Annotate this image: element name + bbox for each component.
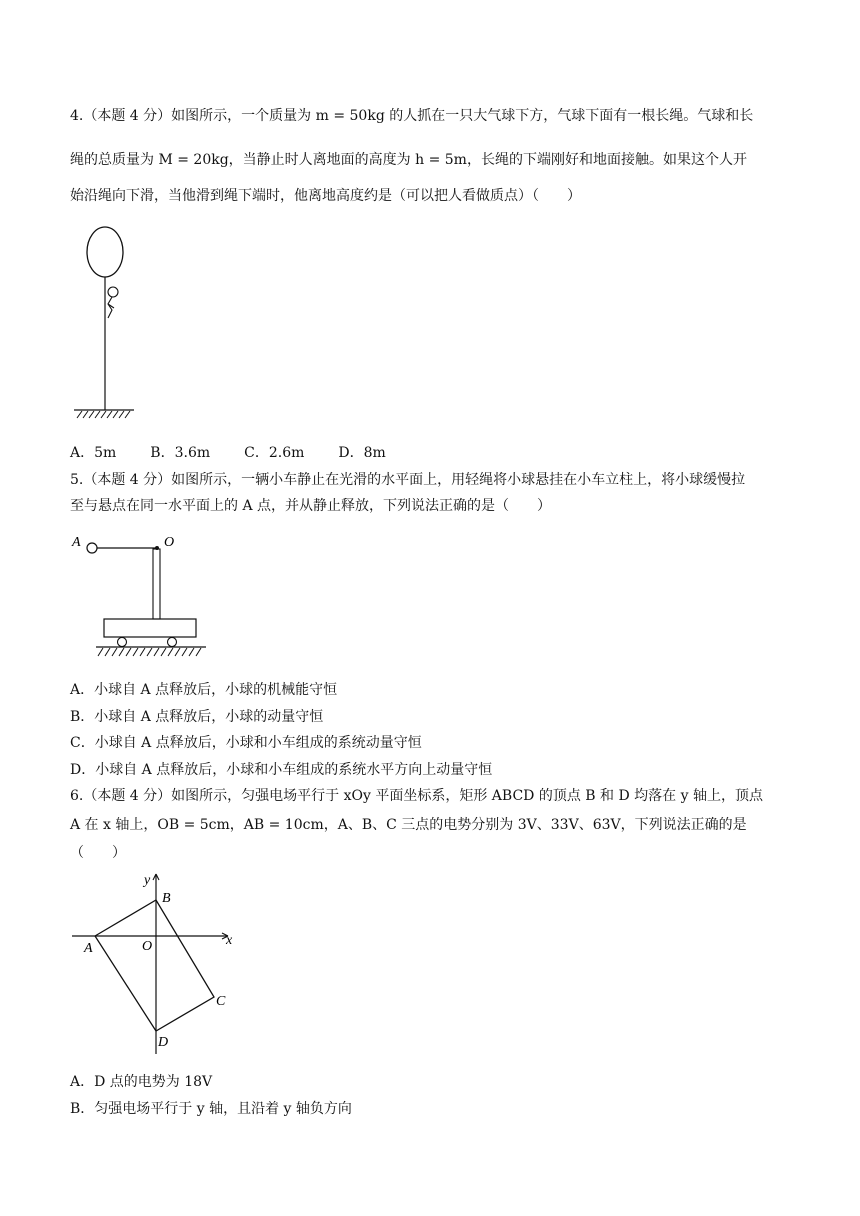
balloon-rope-figure xyxy=(68,224,138,420)
q4-option-b[interactable]: B．3.6m xyxy=(150,445,211,461)
q5-label-a: A xyxy=(72,535,81,550)
q4-option-a[interactable]: A．5m xyxy=(70,445,117,461)
q6-option-b[interactable]: B．匀强电场平行于 y 轴，且沿着 y 轴负方向 xyxy=(70,1101,352,1117)
q6-label-d: D xyxy=(158,1035,169,1050)
q4-line-1: 4.（本题 4 分）如图所示，一个质量为 m = 50kg 的人抓在一只大气球下方，气球下面有一根长绳。气球和长 xyxy=(70,108,754,124)
coordinate-rectangle-figure xyxy=(68,868,243,1056)
q5-option-c[interactable]: C．小球自 A 点释放后，小球和小车组成的系统动量守恒 xyxy=(70,735,422,751)
q5-line-1: 5.（本题 4 分）如图所示，一辆小车静止在光滑的水平面上，用轻绳将小球悬挂在小车立柱上，将小球缓慢拉 xyxy=(70,472,746,488)
q5-option-d[interactable]: D．小球自 A 点释放后，小球和小车组成的系统水平方向上动量守恒 xyxy=(70,762,493,778)
q4-line-2: 绳的总质量为 M = 20kg，当静止时人离地面的高度为 h = 5m，长绳的下端刚好和地面接触。如果这个人开 xyxy=(70,152,747,168)
q6-line-3: （ ） xyxy=(70,845,126,861)
q5-line-2: 至与悬点在同一水平面上的 A 点，并从静止释放，下列说法正确的是（ ） xyxy=(70,498,552,514)
q6-line-2: A 在 x 轴上，OB = 5cm，AB = 10cm，A、B、C 三点的电势分别为 3V、33V、63V，下列说法正确的是 xyxy=(70,817,747,833)
q4-options xyxy=(70,443,420,463)
cart-pendulum-figure xyxy=(68,532,213,660)
q6-label-b: B xyxy=(162,891,171,906)
q6-label-c: C xyxy=(216,994,226,1009)
q6-label-o: O xyxy=(142,939,153,954)
q5-option-b[interactable]: B．小球自 A 点释放后，小球的动量守恒 xyxy=(70,709,324,725)
q5-option-a[interactable]: A．小球自 A 点释放后，小球的机械能守恒 xyxy=(70,682,338,698)
q6-label-y: y xyxy=(144,873,151,888)
q4-option-d[interactable]: D．8m xyxy=(338,445,386,461)
q6-label-x: x xyxy=(226,933,233,948)
q6-label-a: A xyxy=(84,941,93,956)
q4-line-3: 始沿绳向下滑，当他滑到绳下端时，他离地高度约是（可以把人看做质点）（ ） xyxy=(70,188,581,204)
q6-line-1: 6.（本题 4 分）如图所示，匀强电场平行于 xOy 平面坐标系，矩形 ABCD 的顶点 B 和 D 均落在 y 轴上，顶点 xyxy=(70,788,763,804)
q6-option-a[interactable]: A．D 点的电势为 18V xyxy=(70,1074,213,1090)
q4-option-c[interactable]: C．2.6m xyxy=(244,445,305,461)
q5-label-o: O xyxy=(164,535,175,550)
